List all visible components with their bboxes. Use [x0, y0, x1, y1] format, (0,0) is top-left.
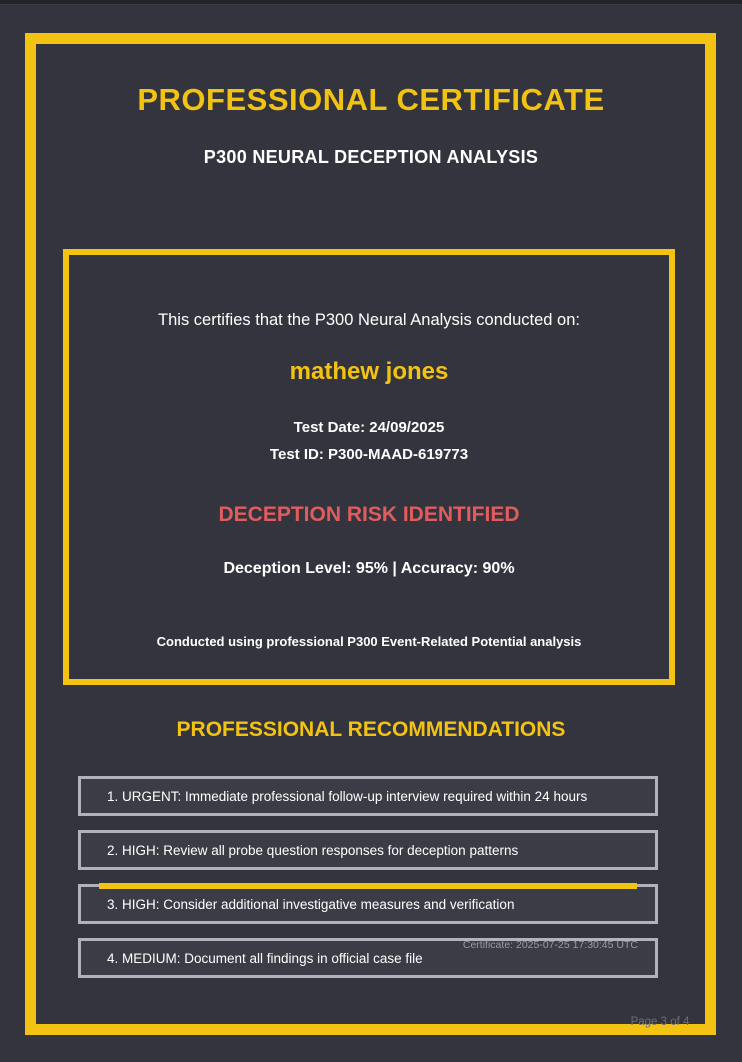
- certificate-title: PROFESSIONAL CERTIFICATE: [137, 82, 605, 117]
- subject-name: mathew jones: [289, 358, 449, 385]
- recommendation-item-1-label: 1. URGENT: Immediate professional follow-up interview required within 24 hours: [107, 788, 588, 804]
- deception-risk-heading: DECEPTION RISK IDENTIFIED: [218, 503, 520, 526]
- recommendation-item-4-label: 4. MEDIUM: Document all findings in official case file: [107, 950, 423, 966]
- recommendation-item-3-label: 3. HIGH: Consider additional investigative measures and verification: [107, 896, 515, 912]
- recommendation-item-1: [78, 776, 658, 816]
- recommendation-item-2: [78, 830, 658, 870]
- page-indicator: Page 3 of 4: [630, 1016, 690, 1028]
- method-note: Conducted using professional P300 Event-Related Potential analysis: [156, 634, 582, 649]
- page-top-edge: [0, 0, 742, 5]
- recommendation-item-2-label: 2. HIGH: Review all probe question responses for deception patterns: [107, 842, 519, 858]
- test-id: Test ID: P300-MAAD-619773: [269, 446, 469, 463]
- recommendations-heading: PROFESSIONAL RECOMMENDATIONS: [176, 718, 566, 741]
- certificate-subtitle: P300 NEURAL DECEPTION ANALYSIS: [203, 147, 539, 167]
- certify-intro-text: This certifies that the P300 Neural Analysis conducted on:: [158, 311, 580, 329]
- test-date: Test Date: 24/09/2025: [293, 419, 445, 436]
- deception-metrics: Deception Level: 95% | Accuracy: 90%: [223, 560, 515, 577]
- certificate-timestamp: Certificate: 2025-07-25 17:30:45 UTC: [462, 939, 638, 951]
- recommendation-item-3: [78, 884, 658, 924]
- yellow-divider-bar: [99, 883, 637, 889]
